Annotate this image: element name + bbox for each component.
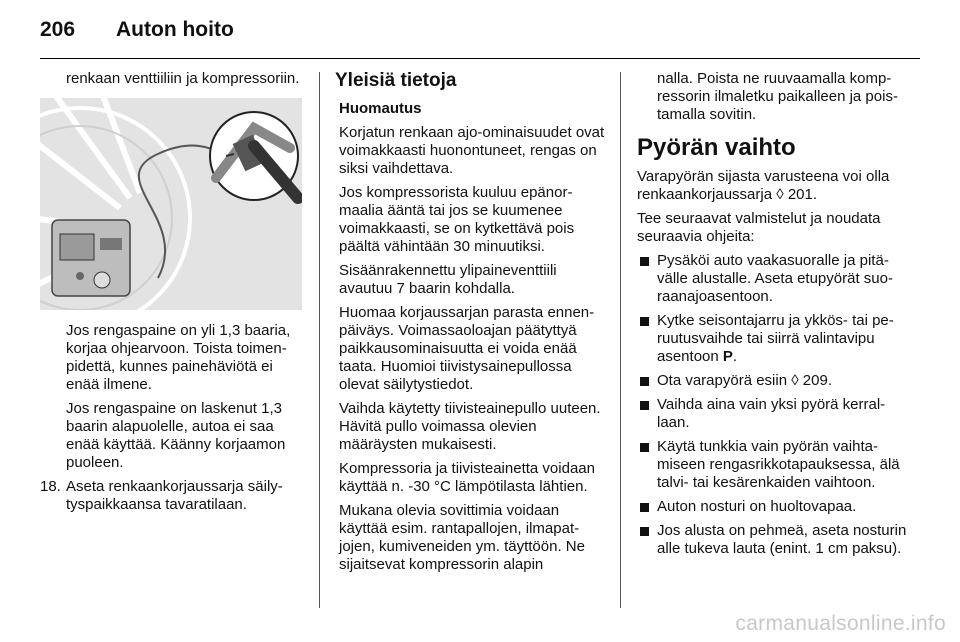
paragraph-replace-bottle: Vaihda käytetty tiivisteainepullo uuteen. Hävitä pullo voimassa olevien määräysten mukaisesti.	[339, 400, 601, 453]
paragraph-adapters: Mukana olevia sovittimia voidaan käyttää esim. rantapallojen, ilmapatjojen, kumiveneiden ym. täyttöön. Ne sijaitsevat kompressorin alapin	[339, 502, 585, 573]
list-item: Vaihda aina vain yksi pyörä kerrallaan.	[637, 396, 907, 432]
instruction-list	[637, 252, 907, 558]
preparation-text: Tee seuraavat valmistelut ja noudata seuraavia ohjeita:	[637, 210, 881, 245]
bullet-square-icon	[640, 317, 649, 326]
step-18	[40, 478, 302, 514]
list-item: Ota varapyörä esiin ◊ 209.	[637, 372, 907, 390]
paragraph-expiry: Huomaa korjaussarjan parasta ennen-päiväys. Voimassaoloajan päätyttyä paikkausominaisuutta ei voida enää taata. Huomioi tiivistysainepullossa olevat säilytystiedot.	[339, 304, 595, 393]
step-text: Aseta renkaankorjaussarja säilytyspaikkaansa tavaratilaan.	[66, 478, 283, 513]
pressure-below-text: Jos rengaspaine on laskenut 1,3 baarin alapuolelle, autoa ei saa enää käyttää. Käänny korjaamon puoleen.	[66, 400, 286, 471]
section-title-wheel-change: Pyörän vaihto	[637, 134, 796, 161]
column-divider-2	[620, 72, 621, 608]
list-item: Pysäköi auto vaakasuoralle ja pitävälle alustalle. Aseta etupyörät suoraanajoasentoon.	[637, 252, 907, 306]
column-right	[637, 70, 907, 564]
bullet-square-icon	[640, 401, 649, 410]
pressure-above-text: Jos rengaspaine on yli 1,3 baaria, korjaa ohjearvoon. Toista toimenpidettä, kunnes painehäviötä ei enää ilmene.	[66, 322, 291, 393]
paragraph-compressor-noise: Jos kompressorista kuuluu epänormaalia ääntä tai jos se kuumenee voimakkaasti, se on kytkettävä pois päältä vähintään 30 minuutiksi.	[339, 184, 575, 255]
spare-wheel-text: Varapyörän sijasta varusteena voi olla renkaankorjaussarja ◊ 201.	[637, 168, 890, 203]
adapters-continued: nalla. Poista ne ruuvaamalla kompressorin ilmaletku paikalleen ja poistamalla sovitin.	[657, 70, 898, 123]
bullet-square-icon	[640, 443, 649, 452]
chapter-title: Auton hoito	[116, 18, 234, 41]
page-number: 206	[40, 18, 76, 41]
note-text: Korjatun renkaan ajo-ominaisuudet ovat voimakkaasti huonontuneet, rengas on siksi vaihdettava.	[339, 124, 605, 177]
paragraph-valve: Sisäänrakennettu ylipaineventtiili avautuu 7 baarin kohdalla.	[339, 262, 557, 297]
intro-text: renkaan venttiiliin ja kompressoriin.	[66, 70, 300, 87]
watermark: carmanualsonline.info	[735, 612, 946, 635]
bullet-square-icon	[640, 257, 649, 266]
list-item: Auton nosturi on huoltovapaa.	[637, 498, 907, 516]
section-title-general: Yleisiä tietoja	[335, 70, 457, 91]
header-rule	[40, 58, 920, 59]
list-item: Kytke seisontajarru ja ykkös- tai peruutusvaihde tai siirrä valintavipu asentoon P.	[637, 312, 907, 366]
paragraph-temperature: Kompressoria ja tiivisteainetta voidaan käyttää n. -30 °C lämpötilasta lähtien.	[339, 460, 595, 495]
page-header	[40, 18, 234, 48]
bullet-square-icon	[640, 377, 649, 386]
bullet-square-icon	[640, 527, 649, 536]
column-left	[40, 70, 302, 520]
compressor-illustration-icon	[40, 98, 302, 310]
step-number: 18.	[40, 478, 61, 495]
note-title: Huomautus	[339, 100, 422, 117]
general-info-body	[335, 100, 605, 574]
bullet-square-icon	[640, 503, 649, 512]
column-middle	[335, 70, 605, 580]
column-divider-1	[319, 72, 320, 608]
list-item: Käytä tunkkia vain pyörän vaihtamiseen rengasrikkotapauksessa, älä talvi- tai kesärenkaiden vaihtoon.	[637, 438, 907, 492]
list-item: Jos alusta on pehmeä, aseta nosturin alle tukeva lauta (enint. 1 cm paksu).	[637, 522, 907, 558]
tire-inflation-figure	[40, 98, 302, 310]
